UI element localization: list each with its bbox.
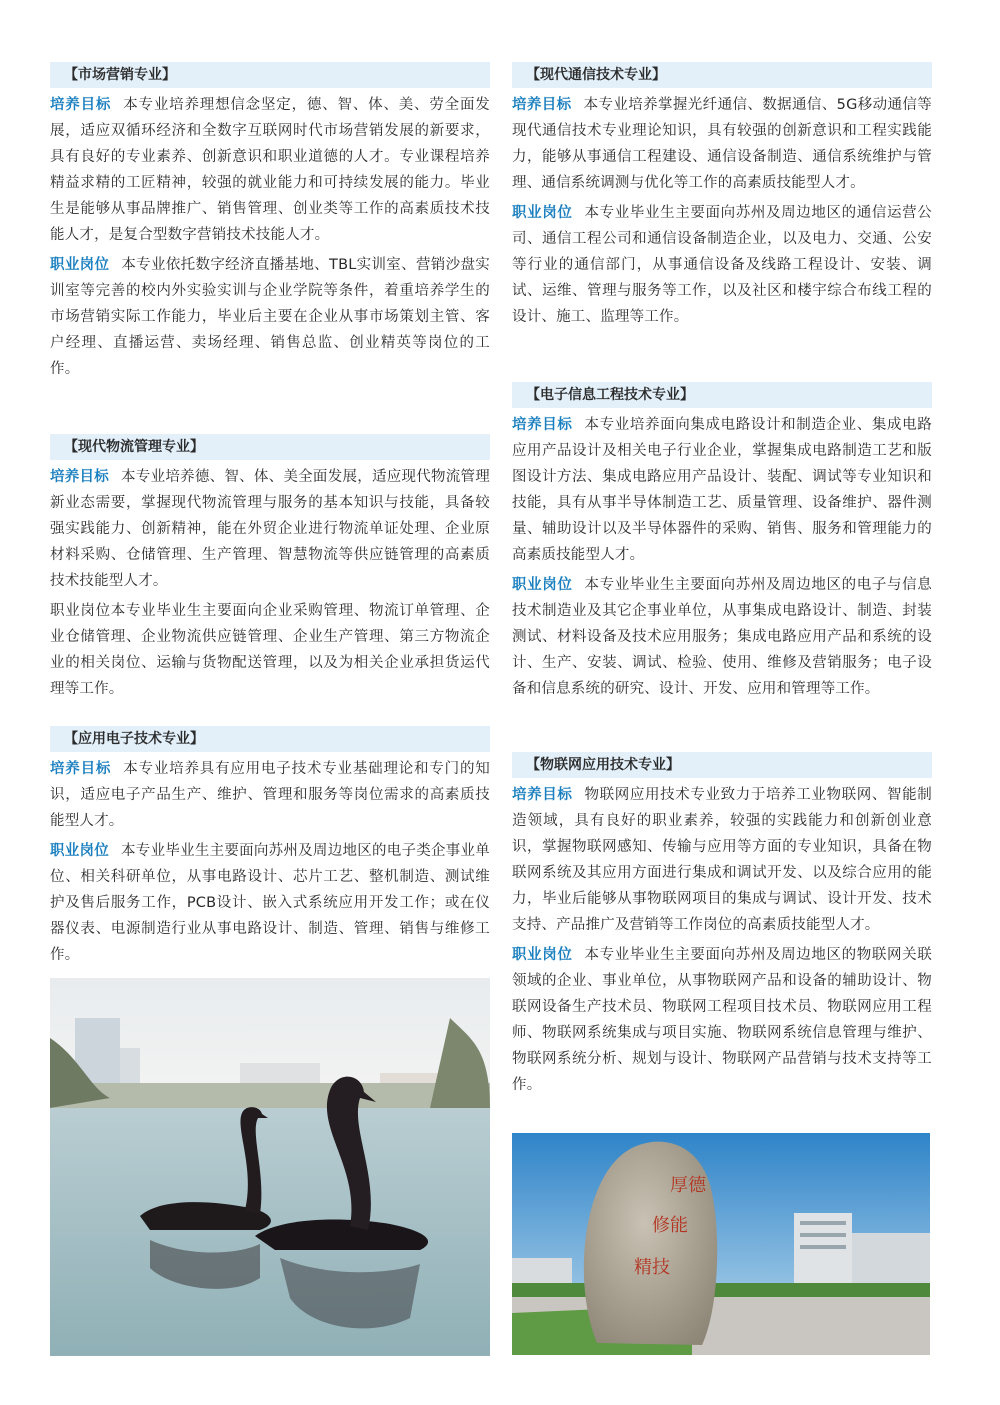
paragraph-label: 培养目标 [50,97,112,113]
black-swans-illustration [50,978,490,1356]
paragraph-text: 本专业培养德、智、体、美全面发展，适应现代物流管理新业态需要，掌握现代物流管理与服务的基本知识与技能，具备较强实践能力、创新精神，能在外贸企业进行物流单证处理、企业原材料采购、仓储管理、生产管理、智慧物流等供应链管理的高素质技术技能型人才。 [50,469,490,589]
paragraph [512,942,932,1098]
section-title: 【应用电子技术专业】 [50,726,490,752]
paragraph-label: 职业岗位 [50,843,110,859]
section-communication [512,62,932,334]
paragraph-label: 职业岗位 [512,577,573,593]
section-title: 【物联网应用技术专业】 [512,752,932,778]
paragraph [50,464,490,594]
section-title: 【电子信息工程技术专业】 [512,382,932,408]
section-logistics [50,434,490,706]
paragraph [50,756,490,834]
paragraph [512,412,932,568]
paragraph-label: 职业岗位 [512,947,573,963]
paragraph-text: 本专业培养面向集成电路设计和制造企业、集成电路应用产品设计及相关电子行业企业，掌握集成电路制造工艺和版图设计方法、集成电路应用产品设计、装配、调试等专业知识和技能，具有从事半导体制造工艺、质量管理、设备维护、器件测量、辅助设计以及半导体器件的采购、销售、服务和管理能力的高素质技能型人才。 [512,417,932,563]
paragraph-label: 培养目标 [512,417,573,433]
section-iot [512,752,932,1102]
paragraph-text: 物联网应用技术专业致力于培养工业物联网、智能制造领域，具有良好的职业素养，较强的实践能力和创新创业意识，掌握物联网感知、传输与应用等方面的专业知识，具备在物联网系统及其应用方面进行集成和调试开发、以及综合应用的能力，毕业后能够从事物联网项目的集成与调试、设计开发、技术支持、产品推广及营销等工作岗位的高素质技能型人才。 [512,787,932,933]
paragraph [50,598,490,702]
paragraph-text: 本专业毕业生主要面向苏州及周边地区的电子与信息技术制造业及其它企事业单位，从事集成电路设计、制造、封装测试、材料设备及技术应用服务；集成电路应用产品和系统的设计、生产、安装、调试、检验、使用、维修及营销服务；电子设备和信息系统的研究、设计、开发、应用和管理等工作。 [512,577,932,697]
paragraph [50,838,490,968]
paragraph-text: 本专业培养理想信念坚定，德、智、体、美、劳全面发展，适应双循环经济和全数字互联网时代市场营销发展的新要求，具有良好的专业素养、创新意识和职业道德的人才。专业课程培养精益求精的工匠精神，较强的就业能力和可持续发展的能力。毕业生是能够从事品牌推广、销售管理、创业类等工作的高素质技术技能人才，是复合型数字营销技术技能人才。 [50,97,490,243]
paragraph-text: 职业岗位本专业毕业生主要面向企业采购管理、物流订单管理、企业仓储管理、企业物流供应链管理、企业生产管理、第三方物流企业的相关岗位、运输与货物配送管理，以及为相关企业承担货运代理等工作。 [50,603,490,697]
paragraph [50,252,490,382]
paragraph-label: 培养目标 [50,469,110,485]
campus-stone-photo [512,1133,930,1355]
paragraph-text: 本专业毕业生主要面向苏州及周边地区的电子类企事业单位、相关科研单位，从事电路设计、芯片工艺、整机制造、测试维护及售后服务工作，PCB设计、嵌入式系统应用开发工作；或在仪器仪表、电源制造行业从事电路设计、制造、管理、销售与维修工作。 [50,843,490,963]
paragraph-label: 职业岗位 [50,257,110,273]
paragraph-text: 本专业培养具有应用电子技术专业基础理论和专门的知识，适应电子产品生产、维护、管理和服务等岗位需求的高素质技能型人才。 [50,761,490,829]
paragraph-text: 本专业毕业生主要面向苏州及周边地区的通信运营公司、通信工程公司和通信设备制造企业，以及电力、交通、公安等行业的通信部门，从事通信设备及线路工程设计、安装、调试、运维、管理与服务等工作，以及社区和楼宇综合布线工程的设计、施工、监理等工作。 [512,205,932,325]
stone-inscription-1: 厚德 [670,1175,706,1196]
paragraph-text: 本专业依托数字经济直播基地、TBL实训室、营销沙盘实训室等完善的校内外实验实训与企业学院等条件，着重培养学生的市场营销实际工作能力，毕业后主要在企业从事市场策划主管、客户经理、直播运营、卖场经理、销售总监、创业精英等岗位的工作。 [50,257,490,377]
paragraph-text: 本专业毕业生主要面向苏州及周边地区的物联网关联领域的企业、事业单位，从事物联网产品和设备的辅助设计、物联网设备生产技术员、物联网工程项目技术员、物联网应用工程师、物联网系统集成与项目实施、物联网系统信息管理与维护、物联网系统分析、规划与设计、物联网产品营销与技术支持等工作。 [512,947,932,1093]
stone-inscription-2: 修能 [652,1215,688,1236]
paragraph-text: 本专业培养掌握光纤通信、数据通信、5G移动通信等现代通信技术专业理论知识，具有较强的创新意识和工程实践能力，能够从事通信工程建设、通信设备制造、通信系统维护与管理、通信系统调测与优化等工作的高素质技能型人才。 [512,97,932,191]
campus-stone-illustration [512,1133,930,1355]
paragraph [512,572,932,702]
paragraph-label: 职业岗位 [512,205,573,221]
paragraph-label: 培养目标 [512,97,572,113]
black-swans-photo [50,978,490,1356]
paragraph-label: 培养目标 [512,787,573,803]
section-electronic-info [512,382,932,706]
section-title: 【现代通信技术专业】 [512,62,932,88]
paragraph-label: 培养目标 [50,761,112,777]
paragraph [512,782,932,938]
paragraph [50,92,490,248]
paragraph [512,200,932,330]
section-title: 【市场营销专业】 [50,62,490,88]
section-title: 【现代物流管理专业】 [50,434,490,460]
paragraph [512,92,932,196]
stone-inscription-3: 精技 [634,1257,670,1278]
section-marketing [50,62,490,386]
section-applied-electronics [50,726,490,972]
